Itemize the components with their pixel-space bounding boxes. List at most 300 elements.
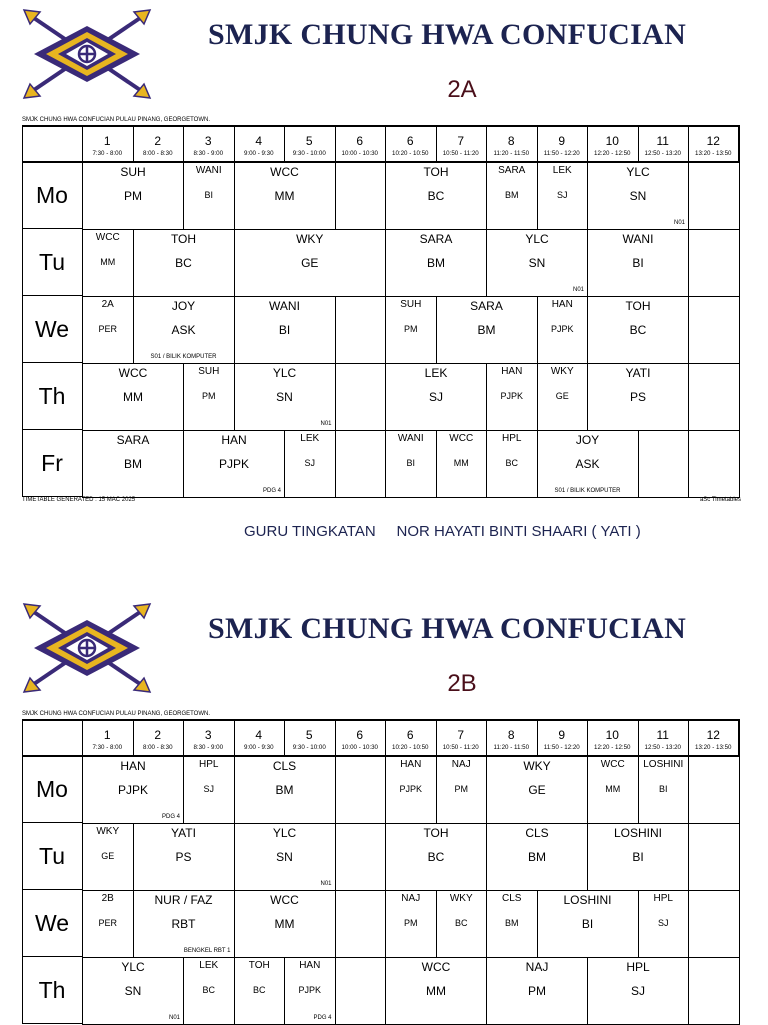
teacher-code: WCC bbox=[118, 366, 148, 380]
teacher-code: YLC bbox=[626, 165, 650, 179]
teacher-code: HAN bbox=[501, 366, 523, 377]
teacher-code: NAJ bbox=[525, 960, 549, 974]
teacher-code: HAN bbox=[551, 299, 573, 310]
period-time: 8:00 - 8:30 bbox=[142, 150, 173, 157]
teacher-code: YATI bbox=[625, 366, 651, 380]
lesson-cell bbox=[133, 890, 235, 958]
lesson-cell bbox=[385, 957, 487, 1025]
subject-code: BC bbox=[427, 189, 445, 203]
subject-code: RBT bbox=[171, 917, 196, 931]
period-time: 13:20 - 13:50 bbox=[695, 744, 732, 751]
teacher-code: CLS bbox=[272, 759, 297, 773]
lesson-cell bbox=[385, 363, 487, 431]
grid-line bbox=[22, 889, 82, 890]
empty-cell bbox=[335, 430, 387, 498]
subject-code: GE bbox=[528, 783, 546, 797]
subject-code: ASK bbox=[575, 457, 600, 471]
teacher-code: HPL bbox=[199, 759, 219, 770]
teacher-code: TOH bbox=[423, 165, 449, 179]
school-address: SMJK CHUNG HWA CONFUCIAN PULAU PINANG, GEORGETOWN. bbox=[22, 711, 211, 717]
lesson-cell bbox=[436, 756, 488, 824]
lesson-cell bbox=[234, 363, 336, 431]
lesson-cell bbox=[82, 296, 134, 364]
teacher-code: NAJ bbox=[451, 759, 471, 770]
subject-code: PS bbox=[629, 390, 646, 404]
period-time: 9:00 - 9:30 bbox=[243, 744, 274, 751]
lesson-cell bbox=[82, 957, 184, 1025]
teacher-code: WANI bbox=[269, 299, 300, 313]
subject-code: BM bbox=[528, 850, 546, 864]
teacher-code: 2B bbox=[101, 893, 114, 904]
subject-code: BI bbox=[658, 784, 668, 794]
period-time: 7:30 - 8:00 bbox=[92, 150, 123, 157]
teacher-code: JOY bbox=[171, 299, 196, 313]
subject-code: GE bbox=[555, 391, 569, 401]
subject-code: PER bbox=[98, 324, 117, 334]
period-time: 7:30 - 8:00 bbox=[92, 744, 123, 751]
lesson-cell bbox=[385, 890, 437, 958]
teacher-code: WCC bbox=[421, 960, 451, 974]
period-time: 12:20 - 12:50 bbox=[594, 150, 631, 157]
empty-cell bbox=[688, 756, 740, 824]
teacher-code: YLC bbox=[272, 826, 297, 840]
period-number: 10 bbox=[605, 728, 619, 742]
period-time: 10:20 - 10:50 bbox=[392, 150, 429, 157]
subject-code: PJPK bbox=[550, 324, 574, 334]
teacher-code: WCC bbox=[270, 893, 299, 907]
empty-cell bbox=[335, 890, 387, 958]
day-label: Mo bbox=[36, 776, 68, 802]
teacher-code: LEK bbox=[199, 960, 219, 971]
lesson-cell bbox=[486, 823, 588, 891]
teacher-code: LEK bbox=[424, 366, 448, 380]
timetable-grid bbox=[22, 125, 742, 496]
empty-cell bbox=[688, 363, 740, 431]
grid-line bbox=[22, 822, 82, 823]
lesson-cell bbox=[486, 756, 588, 824]
period-number: 2 bbox=[154, 728, 162, 742]
teacher-code: HAN bbox=[221, 433, 247, 447]
subject-code: PS bbox=[175, 850, 192, 864]
subject-code: BC bbox=[629, 323, 647, 337]
room-code: S01 / BILIK KOMPUTER bbox=[150, 354, 217, 360]
teacher-code: TOH bbox=[248, 960, 270, 971]
lesson-cell bbox=[385, 296, 437, 364]
subject-code: BC bbox=[252, 985, 266, 995]
lesson-cell bbox=[82, 162, 184, 230]
teacher-code: LOSHINI bbox=[613, 826, 662, 840]
subject-code: PM bbox=[454, 784, 468, 794]
period-time: 9:30 - 10:00 bbox=[292, 744, 326, 751]
subject-code: PJPK bbox=[500, 391, 523, 401]
day-label: Th bbox=[38, 383, 66, 409]
subject-code: PJPK bbox=[218, 457, 249, 471]
period-number: 4 bbox=[255, 728, 263, 742]
lesson-cell bbox=[587, 296, 689, 364]
period-number: 6 bbox=[406, 728, 414, 742]
period-time: 12:20 - 12:50 bbox=[594, 744, 631, 751]
subject-code: GE bbox=[101, 851, 115, 861]
teacher-code: TOH bbox=[170, 232, 197, 246]
teacher-code: HPL bbox=[502, 433, 522, 444]
period-number: 7 bbox=[457, 728, 465, 742]
day-label: We bbox=[34, 316, 70, 342]
teacher-code: TOH bbox=[423, 826, 449, 840]
lesson-cell bbox=[638, 890, 690, 958]
teacher-code: LEK bbox=[552, 165, 572, 176]
lesson-cell bbox=[436, 430, 488, 498]
subject-code: BC bbox=[454, 918, 468, 928]
period-number: 3 bbox=[204, 134, 212, 148]
period-time: 10:00 - 10:30 bbox=[341, 150, 378, 157]
grid-line bbox=[22, 956, 82, 957]
lesson-cell bbox=[537, 363, 589, 431]
teacher-code: WKY bbox=[449, 893, 473, 904]
subject-code: MM bbox=[274, 917, 295, 931]
period-time: 8:00 - 8:30 bbox=[142, 744, 173, 751]
teacher-code: YLC bbox=[121, 960, 145, 974]
lesson-cell bbox=[234, 296, 336, 364]
teacher-code: SUH bbox=[400, 299, 422, 310]
room-code: PDG 4 bbox=[161, 814, 180, 820]
period-time: 10:00 - 10:30 bbox=[341, 744, 378, 751]
class-name: 2A bbox=[447, 76, 477, 103]
period-number: 8 bbox=[507, 728, 515, 742]
subject-code: BI bbox=[632, 256, 644, 270]
subject-code: BC bbox=[175, 256, 192, 270]
subject-code: MM bbox=[605, 784, 621, 794]
period-number: 2 bbox=[154, 134, 162, 148]
empty-cell bbox=[335, 823, 387, 891]
subject-code: SJ bbox=[630, 984, 645, 998]
teacher-code: WANI bbox=[397, 433, 424, 444]
teacher-code: TOH bbox=[625, 299, 651, 313]
grid-line bbox=[22, 125, 23, 497]
teacher-code: SARA bbox=[470, 299, 503, 313]
subject-code: GE bbox=[301, 256, 319, 270]
subject-code: BC bbox=[427, 850, 445, 864]
period-number: 3 bbox=[204, 728, 212, 742]
lesson-cell bbox=[284, 430, 336, 498]
empty-cell bbox=[335, 296, 387, 364]
teacher-code: CLS bbox=[502, 893, 522, 904]
lesson-cell bbox=[82, 229, 134, 297]
lesson-cell bbox=[587, 823, 689, 891]
lesson-cell bbox=[385, 756, 437, 824]
period-number: 9 bbox=[558, 134, 566, 148]
subject-code: PJPK bbox=[117, 783, 148, 797]
subject-code: BC bbox=[505, 458, 518, 468]
subject-code: PM bbox=[404, 918, 418, 928]
period-time: 10:50 - 11:20 bbox=[442, 744, 479, 751]
teacher-code: WKY bbox=[96, 826, 120, 837]
lesson-cell bbox=[486, 890, 538, 958]
day-label: We bbox=[34, 910, 70, 936]
subject-code: SJ bbox=[304, 458, 315, 468]
room-code: N01 bbox=[168, 1015, 180, 1021]
subject-code: SJ bbox=[428, 390, 443, 404]
period-number: 6 bbox=[356, 134, 364, 148]
lesson-cell bbox=[385, 162, 487, 230]
grid-line bbox=[22, 228, 82, 229]
period-number: 1 bbox=[103, 134, 111, 148]
grid-line bbox=[22, 295, 82, 296]
period-number: 5 bbox=[305, 728, 313, 742]
lesson-cell bbox=[183, 162, 235, 230]
lesson-cell bbox=[436, 890, 488, 958]
school-address: SMJK CHUNG HWA CONFUCIAN PULAU PINANG, GEORGETOWN. bbox=[22, 117, 211, 123]
day-label: Fr bbox=[41, 450, 63, 476]
lesson-cell bbox=[486, 162, 538, 230]
empty-cell bbox=[688, 957, 740, 1025]
lesson-cell bbox=[234, 756, 336, 824]
lesson-cell bbox=[234, 162, 336, 230]
lesson-cell bbox=[82, 756, 184, 824]
lesson-cell bbox=[183, 756, 235, 824]
teacher-code: WANI bbox=[622, 232, 654, 246]
teacher-code: HAN bbox=[400, 759, 422, 770]
empty-cell bbox=[688, 162, 740, 230]
lesson-cell bbox=[385, 823, 487, 891]
room-code: PDG 4 bbox=[262, 488, 281, 494]
subject-code: PM bbox=[124, 189, 142, 203]
subject-code: BM bbox=[275, 783, 294, 797]
subject-code: MM bbox=[123, 390, 143, 404]
subject-code: MM bbox=[426, 984, 446, 998]
subject-code: BM bbox=[124, 457, 142, 471]
period-time: 11:50 - 12:20 bbox=[543, 150, 580, 157]
lesson-cell bbox=[284, 957, 336, 1025]
empty-cell bbox=[335, 162, 387, 230]
day-label: Mo bbox=[36, 182, 68, 208]
lesson-cell bbox=[638, 756, 690, 824]
period-number: 4 bbox=[255, 134, 263, 148]
lesson-cell bbox=[486, 229, 588, 297]
subject-code: SN bbox=[276, 850, 293, 864]
period-number: 6 bbox=[356, 728, 364, 742]
lesson-cell bbox=[587, 957, 689, 1025]
subject-code: BI bbox=[278, 323, 291, 337]
timetable-grid bbox=[22, 719, 742, 1024]
software-credit: aSc Timetables bbox=[699, 497, 741, 503]
teacher-code: HAN bbox=[120, 759, 146, 773]
teacher-code: NAJ bbox=[401, 893, 421, 904]
lesson-cell bbox=[183, 957, 235, 1025]
teacher-code: LEK bbox=[300, 433, 320, 444]
lesson-cell bbox=[133, 296, 235, 364]
period-time: 10:50 - 11:20 bbox=[442, 150, 479, 157]
lesson-cell bbox=[587, 363, 689, 431]
room-code: N01 bbox=[673, 220, 685, 226]
lesson-cell bbox=[82, 823, 134, 891]
period-number: 5 bbox=[305, 134, 313, 148]
subject-code: ASK bbox=[171, 323, 196, 337]
generated-date: TIMETABLE GENERATED : 15 MAC 2025 bbox=[22, 497, 136, 503]
form-teacher-name: NOR HAYATI BINTI SHAARI ( YATI ) bbox=[396, 523, 641, 540]
lesson-cell bbox=[385, 229, 487, 297]
grid-line bbox=[22, 719, 739, 721]
lesson-cell bbox=[183, 363, 235, 431]
subject-code: PM bbox=[528, 984, 546, 998]
teacher-code: WKY bbox=[550, 366, 574, 377]
subject-code: SJ bbox=[556, 190, 568, 200]
teacher-code: WKY bbox=[523, 759, 551, 773]
period-number: 10 bbox=[605, 134, 619, 148]
teacher-code: 2A bbox=[101, 299, 114, 310]
day-label: Tu bbox=[39, 249, 65, 275]
room-code: PDG 4 bbox=[313, 1015, 332, 1021]
teacher-code: WCC bbox=[95, 232, 120, 243]
day-label: Th bbox=[38, 977, 66, 1003]
school-name: SMJK CHUNG HWA CONFUCIAN bbox=[208, 18, 687, 51]
lesson-cell bbox=[133, 823, 235, 891]
period-time: 9:00 - 9:30 bbox=[243, 150, 274, 157]
subject-code: SN bbox=[528, 256, 546, 270]
lesson-cell bbox=[436, 296, 538, 364]
subject-code: SJ bbox=[203, 784, 214, 794]
subject-code: BM bbox=[427, 256, 445, 270]
subject-code: BI bbox=[581, 917, 594, 931]
room-code: N01 bbox=[572, 287, 584, 293]
lesson-cell bbox=[234, 890, 336, 958]
period-number: 11 bbox=[656, 134, 669, 148]
teacher-code: SARA bbox=[419, 232, 453, 246]
lesson-cell bbox=[587, 756, 639, 824]
teacher-code: YATI bbox=[171, 826, 196, 840]
teacher-code: HPL bbox=[626, 960, 650, 974]
lesson-cell bbox=[537, 162, 589, 230]
subject-code: PM bbox=[404, 324, 418, 334]
teacher-code: HPL bbox=[653, 893, 673, 904]
subject-code: SN bbox=[124, 984, 142, 998]
empty-cell bbox=[688, 430, 740, 498]
grid-line bbox=[22, 362, 82, 363]
empty-cell bbox=[688, 296, 740, 364]
subject-code: PJPK bbox=[298, 985, 321, 995]
lesson-cell bbox=[587, 162, 689, 230]
teacher-code: JOY bbox=[575, 433, 600, 447]
period-number: 9 bbox=[558, 728, 566, 742]
subject-code: PER bbox=[98, 918, 117, 928]
period-number: 6 bbox=[406, 134, 414, 148]
subject-code: PJPK bbox=[399, 784, 422, 794]
subject-code: MM bbox=[274, 189, 295, 203]
lesson-cell bbox=[133, 229, 235, 297]
teacher-code: LOSHINI bbox=[643, 759, 684, 770]
empty-cell bbox=[688, 229, 740, 297]
teacher-code: SARA bbox=[116, 433, 150, 447]
teacher-code: WCC bbox=[270, 165, 299, 179]
subject-code: BI bbox=[632, 850, 644, 864]
subject-code: BI bbox=[204, 190, 213, 200]
grid-line bbox=[739, 125, 740, 162]
day-label: Tu bbox=[39, 843, 65, 869]
teacher-code: HAN bbox=[299, 960, 321, 971]
lesson-cell bbox=[486, 363, 538, 431]
subject-code: SN bbox=[629, 189, 647, 203]
empty-cell bbox=[335, 363, 387, 431]
period-number: 1 bbox=[103, 728, 111, 742]
subject-code: SN bbox=[276, 390, 293, 404]
grid-line bbox=[22, 429, 82, 430]
lesson-cell bbox=[587, 229, 689, 297]
room-code: BENGKEL RBT 1 bbox=[183, 948, 231, 954]
lesson-cell bbox=[234, 823, 336, 891]
period-time: 8:30 - 9:00 bbox=[193, 150, 224, 157]
subject-code: BM bbox=[477, 323, 496, 337]
teacher-code: YLC bbox=[272, 366, 297, 380]
teacher-code: WANI bbox=[195, 165, 222, 176]
period-time: 12:50 - 13:20 bbox=[644, 744, 681, 751]
room-code: N01 bbox=[320, 421, 332, 427]
period-time: 11:50 - 12:20 bbox=[543, 744, 580, 751]
teacher-code: WKY bbox=[296, 232, 324, 246]
period-time: 11:20 - 11:50 bbox=[493, 150, 530, 157]
teacher-code: LOSHINI bbox=[563, 893, 612, 907]
school-name: SMJK CHUNG HWA CONFUCIAN bbox=[208, 612, 687, 645]
empty-cell bbox=[335, 756, 387, 824]
teacher-code: WCC bbox=[600, 759, 625, 770]
lesson-cell bbox=[82, 363, 184, 431]
form-teacher bbox=[244, 523, 641, 540]
teacher-code: SUH bbox=[120, 165, 146, 179]
subject-code: BI bbox=[406, 458, 415, 468]
subject-code: BM bbox=[505, 190, 519, 200]
lesson-cell bbox=[82, 430, 184, 498]
room-code: S01 / BILIK KOMPUTER bbox=[554, 488, 621, 494]
period-number: 11 bbox=[656, 728, 669, 742]
period-number: 12 bbox=[706, 134, 720, 148]
lesson-cell bbox=[537, 430, 639, 498]
form-teacher-label: GURU TINGKATAN bbox=[244, 523, 376, 540]
lesson-cell bbox=[537, 296, 589, 364]
lesson-cell bbox=[82, 890, 134, 958]
period-time: 8:30 - 9:00 bbox=[193, 744, 224, 751]
timetable-2b bbox=[0, 594, 768, 1024]
lesson-cell bbox=[385, 430, 437, 498]
grid-line bbox=[739, 719, 740, 756]
subject-code: BM bbox=[505, 918, 519, 928]
teacher-code: CLS bbox=[525, 826, 549, 840]
period-time: 9:30 - 10:00 bbox=[292, 150, 326, 157]
teacher-code: YLC bbox=[525, 232, 549, 246]
lesson-cell bbox=[234, 957, 286, 1025]
empty-cell bbox=[688, 890, 740, 958]
lesson-cell bbox=[486, 430, 538, 498]
period-time: 10:20 - 10:50 bbox=[392, 744, 429, 751]
subject-code: MM bbox=[453, 458, 469, 468]
lesson-cell bbox=[183, 430, 285, 498]
teacher-code: NUR / FAZ bbox=[154, 893, 213, 907]
empty-cell bbox=[688, 823, 740, 891]
empty-cell bbox=[335, 957, 387, 1025]
teacher-code: WCC bbox=[449, 433, 474, 444]
subject-code: SJ bbox=[657, 918, 669, 928]
lesson-cell bbox=[486, 957, 588, 1025]
lesson-cell bbox=[537, 890, 639, 958]
empty-cell bbox=[638, 430, 690, 498]
teacher-code: SUH bbox=[198, 366, 220, 377]
subject-code: MM bbox=[100, 257, 116, 267]
period-time: 13:20 - 13:50 bbox=[695, 150, 732, 157]
teacher-code: SARA bbox=[498, 165, 526, 176]
room-code: N01 bbox=[320, 881, 332, 887]
lesson-cell bbox=[234, 229, 387, 297]
period-number: 12 bbox=[706, 728, 720, 742]
subject-code: BC bbox=[202, 985, 215, 995]
period-time: 11:20 - 11:50 bbox=[493, 744, 530, 751]
period-number: 7 bbox=[457, 134, 465, 148]
